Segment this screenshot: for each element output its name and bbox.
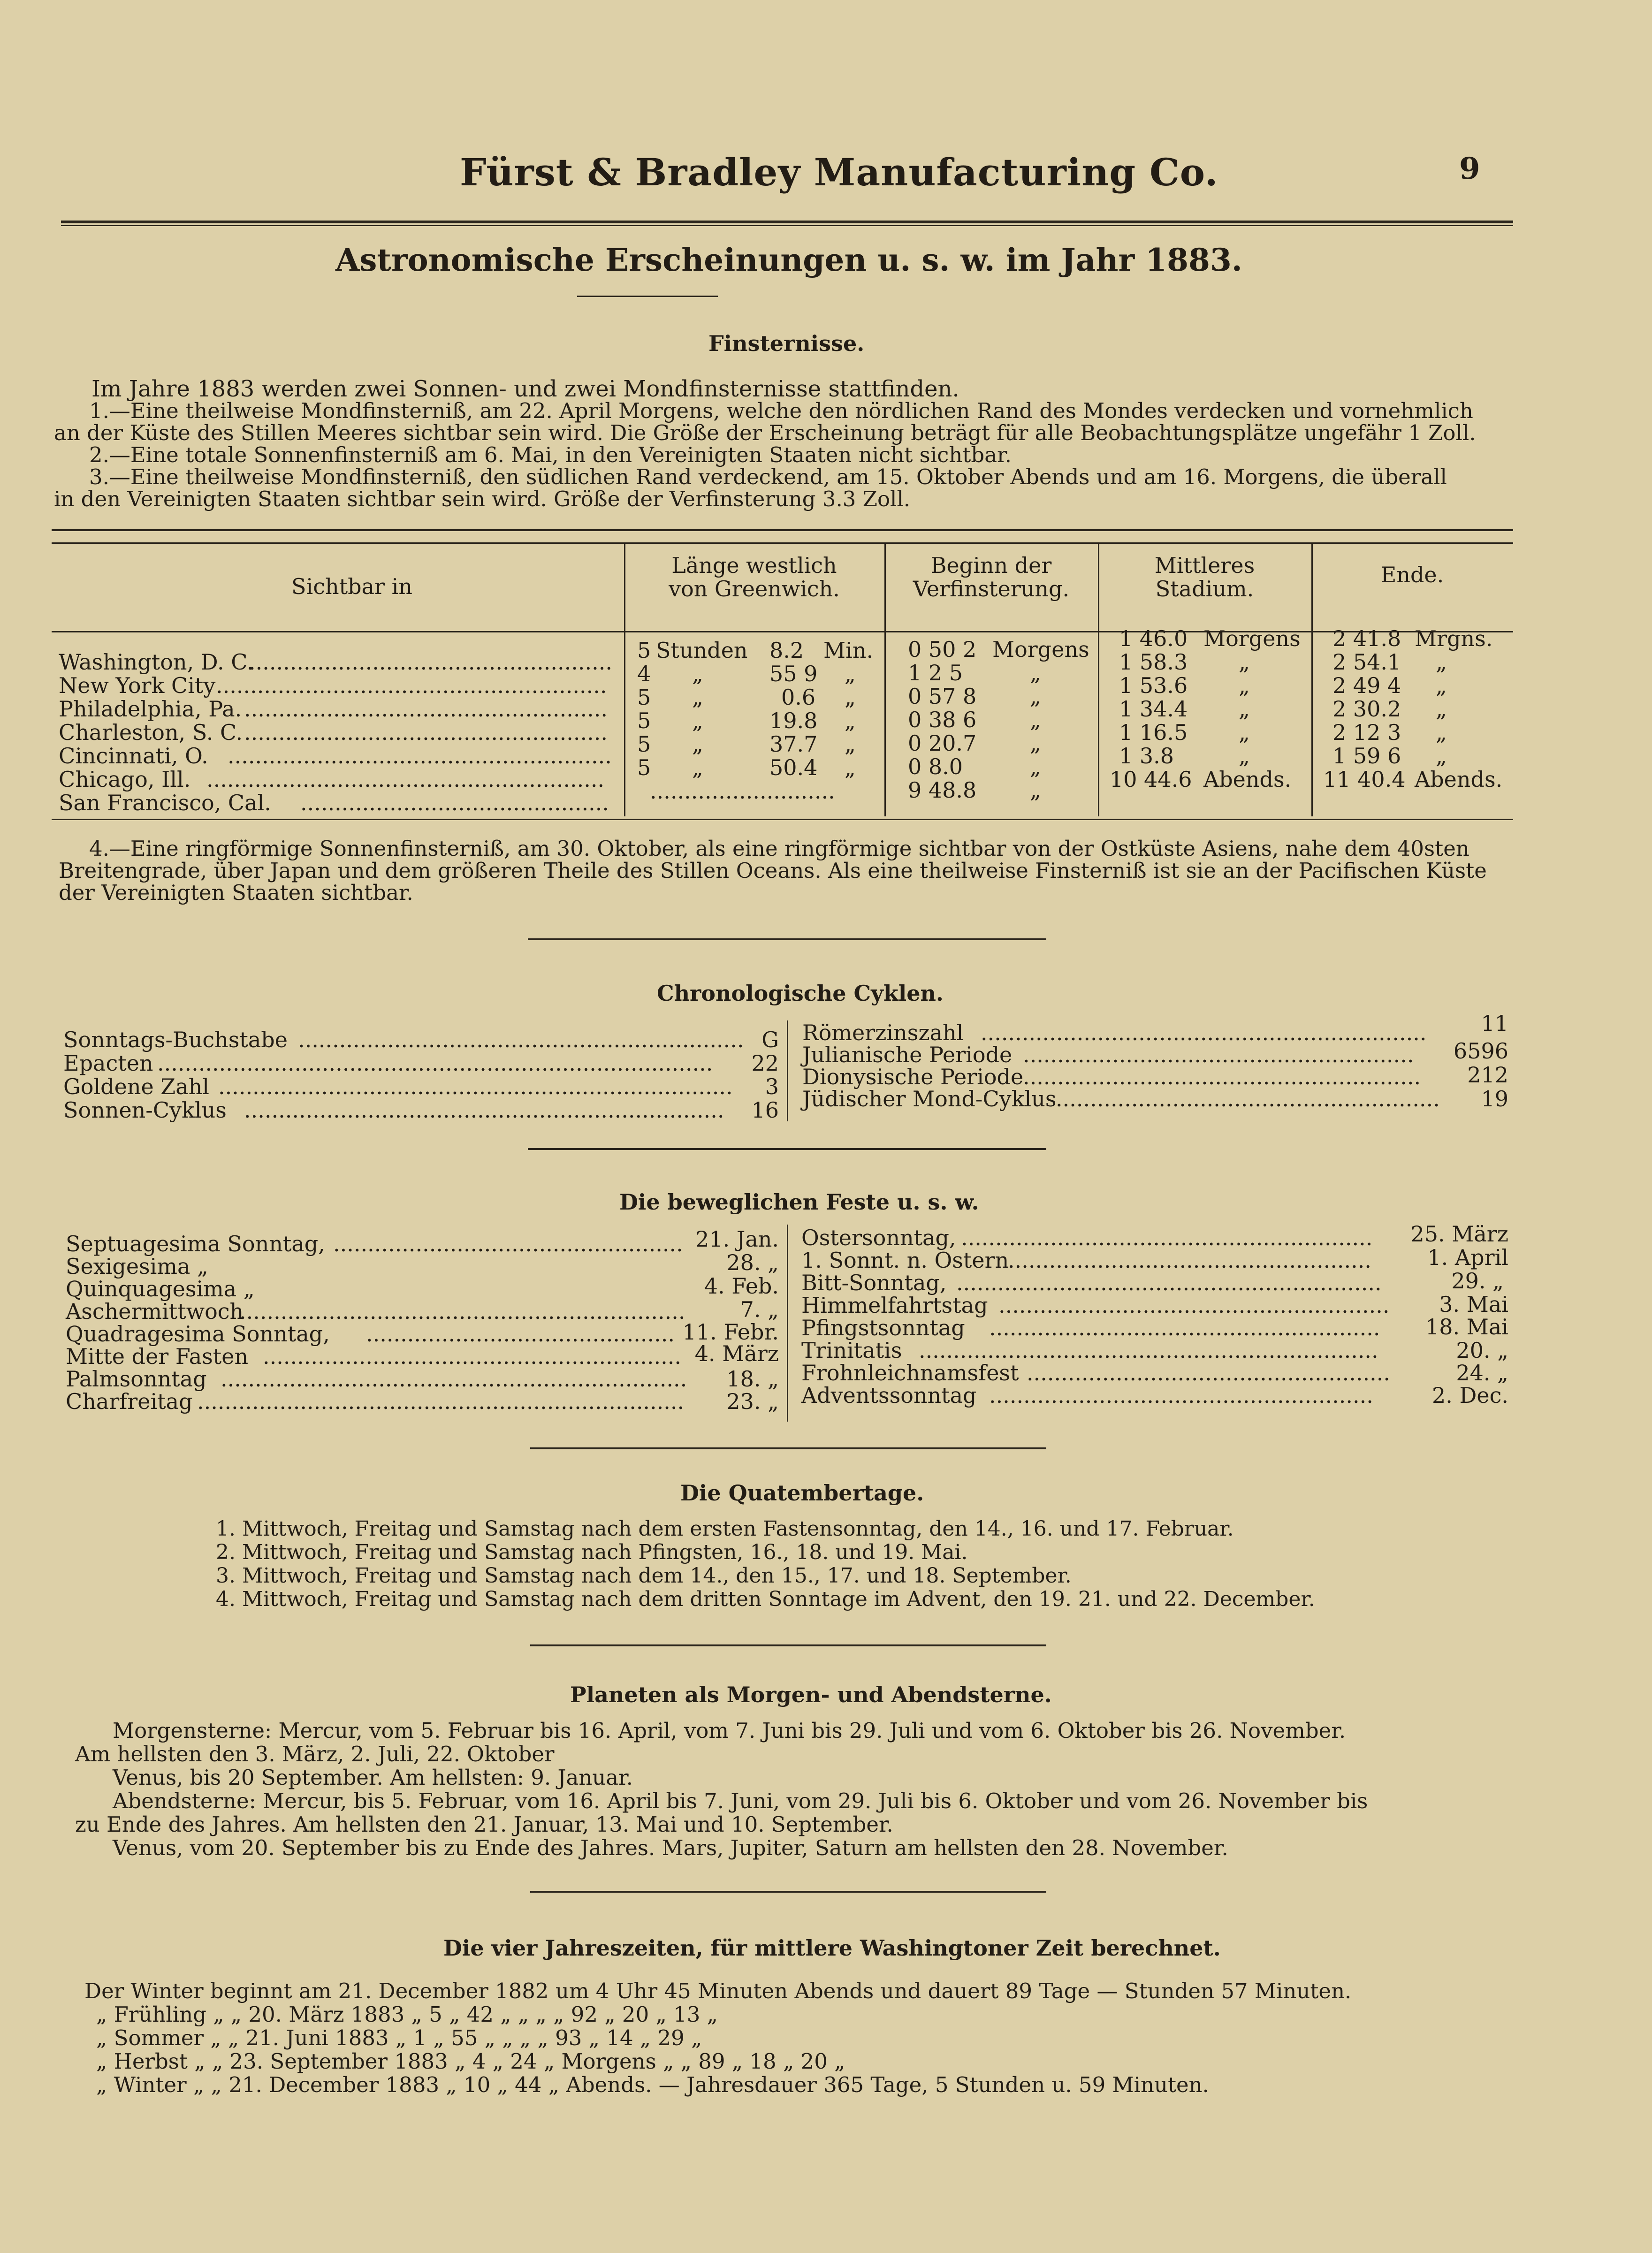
feasts-column-divider — [787, 1225, 788, 1422]
feasts-right-item — [801, 1316, 1508, 1340]
section-divider — [528, 938, 1046, 940]
item-value: 11. Febr. — [682, 1319, 779, 1345]
item-value: 4. Feb. — [704, 1273, 779, 1299]
row-middle: 10 44.6 — [1110, 767, 1192, 792]
seasons-line: „ Sommer „ „ 21. Juni 1883 „ 1 „ 55 „ „ „ „ 93 „ 14 „ 29 „ — [96, 2025, 702, 2050]
cycles-column-divider — [787, 1020, 788, 1121]
feasts-right-item — [801, 1268, 1508, 1295]
cycles-heading: Chronologische Cyklen. — [657, 981, 944, 1006]
row-place: Cincinnati, O. — [59, 743, 208, 769]
table-header-begin — [887, 554, 1096, 601]
row-place: San Francisco, Cal. — [59, 790, 271, 815]
row-minutes-unit: „ — [845, 755, 856, 780]
row-hours: 4 — [637, 661, 651, 686]
item-label: Ostersonntag, — [801, 1225, 956, 1250]
planets-heading: Planeten als Morgen- und Abendsterne. — [570, 1682, 1052, 1707]
item-value: 25. März — [1410, 1221, 1508, 1247]
item-label: Charfreitag — [66, 1389, 193, 1414]
item-value: 23. „ — [726, 1389, 779, 1414]
section-divider — [530, 1644, 1046, 1646]
table-header-longitude-line-2: von Greenwich. — [669, 576, 840, 601]
item-leader: ........................................................ — [989, 1383, 1373, 1408]
item-leader: ......................................................... — [989, 1316, 1380, 1340]
row-begin: 0 20.7 — [908, 731, 977, 756]
row-end-unit: „ — [1436, 720, 1447, 745]
row-place: Washington, D. C. — [59, 649, 254, 675]
table-bottom-rule — [52, 819, 1513, 820]
main-title: Astronomische Erscheinungen u. s. w. im Jahr 1883. — [335, 242, 1242, 278]
row-end-unit: Abends. — [1415, 767, 1503, 792]
row-minutes: 19.8 — [769, 708, 818, 733]
row-minutes: 50.4 — [769, 755, 818, 780]
item-value: 28. „ — [726, 1250, 779, 1275]
feasts-left-item — [66, 1367, 779, 1391]
row-hours: 5 — [637, 685, 651, 710]
eclipses-para-5: in den Vereinigten Staaten sichtbar sein wird. Größe der Verfinsterung 3.3 Zoll. — [54, 487, 911, 511]
table-top-rule — [52, 529, 1513, 531]
item-leader: ............................................................. — [263, 1344, 681, 1369]
row-minutes-unit: „ — [845, 731, 856, 757]
cycles-right-item — [802, 1011, 1508, 1045]
table-col-divider-1 — [624, 544, 625, 816]
item-leader: ................................................................... — [919, 1338, 1378, 1362]
row-end-unit: „ — [1436, 673, 1447, 698]
item-value: 1. April — [1427, 1245, 1508, 1270]
item-leader: ................................................................. — [298, 1028, 744, 1052]
item-value: 20. „ — [1456, 1338, 1508, 1363]
table-header-begin-line-1: Beginn der — [930, 553, 1052, 578]
row-end: 2 12 3 — [1332, 720, 1401, 745]
item-label: Epacten — [63, 1050, 153, 1076]
row-middle-unit: „ — [1239, 743, 1250, 769]
seasons-line: Der Winter beginnt am 21. December 1882 um 4 Uhr 45 Minuten Abends und dauert 89 Tage — Stunden 57 Minuten. — [84, 1979, 1352, 2003]
planets-line: Morgensterne: Mercur, vom 5. Februar bis 16. April, vom 7. Juni bis 29. Juli und vom 6. Oktober bis 26. November. — [113, 1718, 1346, 1743]
row-minutes-unit: „ — [845, 661, 856, 686]
feasts-right-item — [801, 1383, 1508, 1408]
row-begin-unit: Morgens — [992, 637, 1089, 662]
row-leader: ........................................................ — [228, 744, 612, 768]
row-middle: 1 16.5 — [1119, 720, 1188, 745]
item-label: Septuagesima Sonntag, — [66, 1231, 325, 1256]
row-hours: 5 — [637, 638, 651, 663]
item-value: 3. Mai — [1439, 1292, 1508, 1317]
table-header-middle — [1100, 554, 1309, 601]
planets-line: Venus, bis 20 September. Am hellsten: 9. Januar. — [113, 1765, 633, 1790]
section-divider — [530, 1891, 1046, 1893]
row-middle-unit: „ — [1239, 720, 1250, 745]
cycles-left-item — [63, 1098, 779, 1122]
eclipse-note-4-line-1: 4.—Eine ringförmige Sonnenfinsterniß, am 30. Oktober, als eine ringförmige sichtbar von der Ostküste Asiens, nahe dem 40sten — [89, 836, 1469, 861]
cycles-right-item — [802, 1062, 1508, 1089]
row-leader: ..................................................... — [244, 697, 608, 721]
eclipses-para-2: an der Küste des Stillen Meeres sichtbar sein wird. Die Größe der Erscheinung beträgt für alle Beobachtungsplätze ungefähr 1 Zoll. — [54, 420, 1476, 445]
header-rule-thin — [61, 225, 1513, 226]
row-middle-unit: „ — [1239, 649, 1250, 675]
item-label: Sonnen-Cyklus — [63, 1097, 227, 1123]
page-header-title: Fürst & Bradley Manufacturing Co. — [460, 150, 1218, 194]
item-leader: ............................................................ — [961, 1225, 1373, 1250]
row-hours: 5 — [637, 755, 651, 780]
row-end-unit: „ — [1436, 696, 1447, 722]
row-minutes-unit: Min. — [823, 638, 874, 663]
row-place: Charleston, S. C. — [59, 720, 243, 745]
seasons-line: „ Frühling „ „ 20. März 1883 „ 5 „ 42 „ „ „ „ 92 „ 20 „ 13 „ — [96, 2002, 718, 2027]
row-begin: 0 57 8 — [908, 684, 977, 709]
row-place: New York City — [59, 673, 216, 698]
feasts-right-item — [801, 1245, 1508, 1273]
row-begin: 0 38 6 — [908, 707, 977, 732]
row-middle: 1 3.8 — [1119, 743, 1174, 769]
row-minutes: 55 9 — [769, 661, 818, 686]
quatember-item: 3. Mittwoch, Freitag und Samstag nach dem 14., den 15., 17. und 18. September. — [216, 1564, 1072, 1588]
item-leader: ................................................... — [333, 1232, 683, 1256]
cycles-left-item — [63, 1074, 779, 1099]
row-begin-unit: „ — [1030, 731, 1041, 756]
eclipses-para-1: 1.—Eine theilweise Mondfinsterniß, am 22. April Morgens, welche den nördlichen Rand des Mondes verdecken und vornehmlich — [89, 398, 1473, 423]
page-number: 9 — [1459, 151, 1480, 186]
feasts-left-item — [66, 1273, 779, 1302]
item-value: 22 — [751, 1050, 779, 1076]
item-label: Quinquagesima „ — [66, 1276, 255, 1302]
item-leader: ................................................................. — [239, 1299, 685, 1324]
item-label: 1. Sonnt. n. Ostern — [801, 1248, 1009, 1273]
quatember-item: 4. Mittwoch, Freitag und Samstag nach dem dritten Sonntage im Advent, den 19. 21. und 22. December. — [216, 1587, 1315, 1611]
planets-line: zu Ende des Jahres. Am hellsten den 21. Januar, 13. Mai und 10. September. — [75, 1812, 893, 1837]
item-value: 11 — [1481, 1011, 1508, 1036]
item-label: Dionysische Periode — [802, 1064, 1024, 1089]
item-value: 2. Dec. — [1432, 1383, 1508, 1408]
section-divider — [530, 1447, 1046, 1449]
eclipses-heading: Finsternisse. — [708, 331, 865, 356]
feasts-left-item — [66, 1250, 779, 1279]
item-value: 18. „ — [726, 1366, 779, 1392]
row-end: 11 40.4 — [1323, 767, 1406, 792]
feasts-right-item — [801, 1338, 1508, 1362]
item-leader: .......................................................... — [1023, 1065, 1421, 1089]
row-end: 1 59 6 — [1332, 743, 1401, 769]
feasts-left-item — [66, 1341, 779, 1369]
item-value: G — [761, 1027, 779, 1052]
planets-line: Abendsterne: Mercur, bis 5. Februar, vom 16. April bis 7. Juni, vom 29. Juli bis 6. Oktober und vom 26. November bis — [113, 1789, 1368, 1813]
row-middle-unit: „ — [1239, 696, 1250, 722]
row-end: 2 41.8 — [1332, 626, 1401, 651]
item-leader: ......................................................... — [1023, 1043, 1414, 1067]
item-label: Sexigesima „ — [66, 1254, 208, 1279]
feasts-right-item — [801, 1361, 1508, 1385]
item-label: Aschermittwoch — [66, 1299, 244, 1324]
item-leader: ......................................................... — [998, 1293, 1390, 1317]
table-header-longitude-line-1: Länge westlich — [671, 553, 837, 578]
row-begin: 0 8.0 — [908, 754, 963, 779]
item-label: Adventssonntag — [801, 1383, 977, 1408]
seasons-line: „ Herbst „ „ 23. September 1883 „ 4 „ 24 „ Morgens „ „ 89 „ 18 „ 20 „ — [96, 2049, 845, 2074]
quatember-item: 2. Mittwoch, Freitag und Samstag nach Pfingsten, 16., 18. und 19. Mai. — [216, 1540, 968, 1564]
table-header-end: Ende. — [1380, 562, 1444, 587]
table-header-middle-line-1: Mittleres — [1154, 553, 1255, 578]
cycles-left-item — [63, 1028, 779, 1052]
row-leader: ..................................................... — [249, 650, 612, 674]
row-place: Chicago, Ill. — [59, 767, 191, 792]
item-label: Palmsonntag — [66, 1366, 207, 1392]
row-minutes-unit: „ — [845, 708, 856, 733]
row-middle: 1 53.6 — [1119, 673, 1188, 698]
row-begin: 9 48.8 — [908, 777, 977, 803]
row-end: 2 30.2 — [1332, 696, 1401, 722]
row-middle: 1 34.4 — [1119, 696, 1188, 722]
item-leader: ................................................................. — [981, 1020, 1427, 1045]
item-label: Pfingstsonntag — [801, 1315, 965, 1340]
feasts-heading: Die beweglichen Feste u. s. w. — [619, 1189, 979, 1215]
eclipses-para-0: Im Jahre 1883 werden zwei Sonnen- und zwei Mondfinsternisse stattfinden. — [91, 376, 959, 402]
item-leader: ....................................................................... — [197, 1389, 685, 1414]
item-label: Sonntags-Buchstabe — [63, 1027, 288, 1052]
item-label: Römerzinszahl — [802, 1020, 964, 1045]
item-value: 18. Mai — [1425, 1314, 1508, 1340]
item-label: Quadragesima Sonntag, — [66, 1321, 330, 1347]
item-label: Mitte der Fasten — [66, 1344, 249, 1369]
feasts-right-item — [801, 1221, 1508, 1250]
item-leader: ........................................................................... — [218, 1074, 733, 1099]
item-value: 4. März — [694, 1341, 779, 1366]
item-leader: ................................................................................. — [157, 1051, 713, 1075]
header-rule — [61, 221, 1513, 223]
item-label: Goldene Zahl — [63, 1074, 210, 1099]
row-end-unit: „ — [1436, 743, 1447, 769]
item-label: Julianische Periode — [802, 1042, 1013, 1067]
row-hours-unit: „ — [692, 685, 703, 710]
row-hours-unit: „ — [692, 755, 703, 780]
item-leader: .................................................................... — [221, 1367, 687, 1391]
item-value: 16 — [751, 1097, 779, 1123]
row-leader: ............................................. — [300, 791, 609, 815]
item-label: Himmelfahrtstag — [801, 1293, 988, 1318]
table-col-divider-4 — [1311, 544, 1313, 816]
row-middle-unit: Morgens — [1203, 626, 1301, 651]
table-col-divider-3 — [1098, 544, 1099, 816]
item-value: 21. Jan. — [695, 1226, 779, 1252]
feasts-left-item — [66, 1226, 779, 1256]
row-minutes: 8.2 — [769, 638, 804, 663]
eclipse-note-4-line-2: Breitengrade, über Japan und dem größeren Theile des Stillen Oceans. Als eine theilweise Finsterniß ist sie an der Pacifischen Küste — [59, 858, 1487, 883]
item-leader: ..................................................... — [1027, 1361, 1390, 1385]
row-end: 2 54.1 — [1332, 649, 1401, 675]
row-middle-unit: „ — [1239, 673, 1250, 698]
eclipse-note-4-line-3: der Vereinigten Staaten sichtbar. — [59, 880, 413, 905]
item-leader: ............................................. — [366, 1322, 675, 1346]
row-middle: 1 46.0 — [1119, 626, 1188, 651]
row-hours-unit: „ — [692, 731, 703, 757]
row-hours-unit: „ — [692, 708, 703, 733]
row-hours: 5 — [637, 708, 651, 733]
item-value: 3 — [765, 1074, 779, 1099]
seasons-line: „ Winter „ „ 21. December 1883 „ 10 „ 44 „ Abends. — Jahresdauer 365 Tage, 5 Stunden u. 59 Minuten. — [96, 2072, 1209, 2097]
row-begin-unit: „ — [1030, 707, 1041, 732]
eclipses-para-3: 2.—Eine totale Sonnenfinsterniß am 6. Mai, in den Vereinigten Staaten nicht sichtbar. — [89, 442, 1012, 467]
row-leader: ..................................................... — [244, 720, 608, 745]
row-begin-unit: „ — [1030, 684, 1041, 709]
row-hours: 5 — [637, 731, 651, 757]
cycles-left-item — [63, 1051, 779, 1075]
table-header-middle-line-2: Stadium. — [1155, 576, 1254, 601]
row-leader: .......................................................... — [206, 767, 605, 792]
table-top-rule-2 — [52, 542, 1513, 544]
row-minutes: 0.6 — [781, 685, 816, 710]
item-value: 212 — [1467, 1062, 1508, 1088]
feasts-left-item — [66, 1319, 779, 1347]
row-end-unit: „ — [1436, 649, 1447, 675]
feasts-right-item — [801, 1293, 1508, 1317]
item-label: Trinitatis — [801, 1338, 902, 1363]
title-divider — [577, 296, 718, 297]
row-middle: 1 58.3 — [1119, 649, 1188, 675]
table-col-divider-2 — [884, 544, 886, 816]
quatember-heading: Die Quatembertage. — [680, 1480, 924, 1506]
feasts-left-item — [66, 1389, 779, 1414]
row-hours-unit: „ — [692, 661, 703, 686]
row-middle-unit: Abends. — [1203, 767, 1292, 792]
table-header-place: Sichtbar in — [291, 574, 412, 599]
item-label: Jüdischer Mond-Cyklus — [802, 1086, 1057, 1111]
item-leader: ........................................................ — [1056, 1087, 1440, 1111]
item-value: 19 — [1481, 1086, 1508, 1111]
item-leader: ...................................................................... — [244, 1098, 724, 1122]
quatember-item: 1. Mittwoch, Freitag und Samstag nach dem ersten Fastensonntag, den 14., 16. und 17. Februar. — [216, 1517, 1234, 1541]
row-hours-unit: Stunden — [656, 638, 748, 663]
row-begin-unit: „ — [1030, 754, 1041, 779]
row-end-unit: Mrgns. — [1415, 626, 1493, 651]
row-begin-unit: „ — [1030, 660, 1041, 685]
planets-line: Venus, vom 20. September bis zu Ende des Jahres. Mars, Jupiter, Saturn am hellsten den 28. November. — [113, 1835, 1228, 1860]
row-minutes-unit: „ — [845, 685, 856, 710]
row-place: Philadelphia, Pa. — [59, 696, 242, 722]
table-header-longitude — [626, 554, 882, 601]
item-value: 6596 — [1453, 1038, 1508, 1064]
cycles-right-item — [802, 1087, 1508, 1111]
item-label: Bitt-Sonntag, — [801, 1270, 947, 1295]
seasons-heading: Die vier Jahreszeiten, für mittlere Washingtoner Zeit berechnet. — [443, 1935, 1221, 1961]
planets-line: Am hellsten den 3. März, 2. Juli, 22. Oktober — [75, 1742, 555, 1766]
item-value: 7. „ — [740, 1297, 779, 1322]
row-leader: ......................................................... — [216, 673, 607, 698]
table-header-begin-line-2: Verfinsterung. — [913, 576, 1070, 601]
cycles-right-item — [802, 1038, 1508, 1067]
row-begin: 1 2 5 — [908, 660, 963, 685]
item-value: 24. „ — [1456, 1360, 1508, 1385]
item-leader: ..................................................... — [1008, 1248, 1371, 1272]
row-begin: 0 50 2 — [908, 637, 977, 662]
item-label: Frohnleichnamsfest — [801, 1360, 1019, 1385]
row-minutes: 37.7 — [769, 731, 818, 757]
eclipses-para-4: 3.—Eine theilweise Mondfinsterniß, den südlichen Rand verdeckend, am 15. Oktober Abends und am 16. Morgens, die überall — [89, 464, 1447, 489]
row-begin-unit: „ — [1030, 777, 1041, 803]
item-leader: .............................................................. — [956, 1271, 1382, 1295]
row-end: 2 49 4 — [1332, 673, 1401, 698]
item-value: 29. „ — [1451, 1268, 1504, 1294]
section-divider — [528, 1148, 1046, 1150]
row-leader-longitude: ........................... — [650, 779, 835, 803]
feasts-left-item — [66, 1299, 779, 1324]
